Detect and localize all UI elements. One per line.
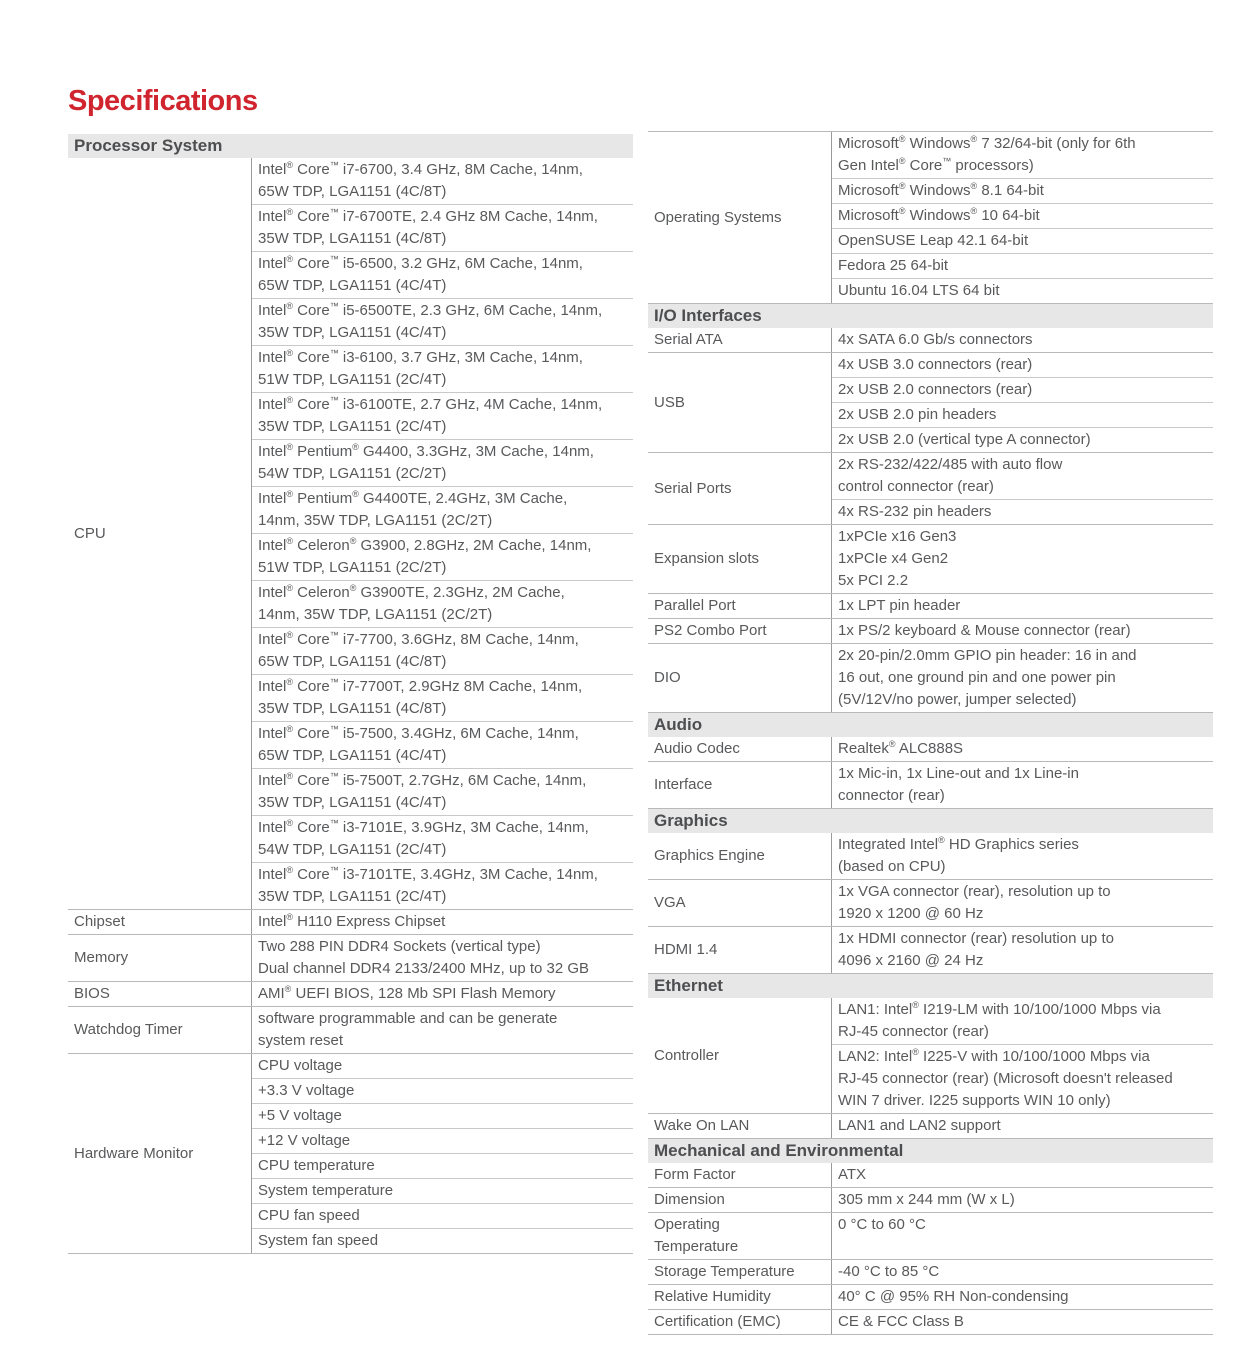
spec-section [648, 809, 1213, 974]
table-row [648, 833, 1213, 880]
row-value: Intel® Core™ i5-6500TE, 2.3 GHz, 6M Cache, 14nm, 35W TDP, LGA1151 (4C/4T) [252, 298, 633, 345]
row-value: CPU temperature [252, 1153, 633, 1178]
row-value: 1x HDMI connector (rear) resolution up to 4096 x 2160 @ 24 Hz [838, 930, 1114, 969]
row-label: Wake On LAN [654, 1117, 750, 1134]
spec-section [648, 713, 1213, 809]
table-row [648, 1163, 1213, 1188]
row-value: 1x VGA connector (rear), resolution up to 1920 x 1200 @ 60 Hz [838, 883, 1111, 922]
row-label: Dimension [654, 1191, 725, 1208]
row-value: AMI® UEFI BIOS, 128 Mb SPI Flash Memory [258, 984, 556, 1002]
row-value: Intel® Core™ i3-6100, 3.7 GHz, 3M Cache, 14nm, 51W TDP, LGA1151 (2C/4T) [252, 345, 633, 392]
table-row [648, 1260, 1213, 1285]
row-values [831, 762, 1213, 808]
table-row [68, 1054, 633, 1254]
section-header: Processor System [68, 134, 633, 158]
row-values [831, 737, 1213, 761]
row-values [831, 1188, 1213, 1212]
row-values [831, 1213, 1213, 1259]
row-value: Two 288 PIN DDR4 Sockets (vertical type) Dual channel DDR4 2133/2400 MHz, up to 32 GB [258, 938, 590, 977]
table-row [648, 1114, 1213, 1139]
row-values [831, 619, 1213, 643]
row-values [251, 910, 633, 934]
row-label: Expansion slots [654, 550, 760, 567]
row-value: OpenSUSE Leap 42.1 64-bit [832, 228, 1213, 253]
row-label: Hardware Monitor [74, 1144, 194, 1162]
spec-section [648, 974, 1213, 1139]
row-value: Intel® Core™ i5-7500T, 2.7GHz, 6M Cache, 14nm, 35W TDP, LGA1151 (4C/4T) [252, 768, 633, 815]
row-value: LAN1: Intel® I219-LM with 10/100/1000 Mbps via RJ-45 connector (rear) [838, 1000, 1161, 1040]
row-value: 2x USB 2.0 pin headers [832, 402, 1213, 427]
row-value: Intel® Core™ i7-6700TE, 2.4 GHz 8M Cache, 14nm, 35W TDP, LGA1151 (4C/8T) [252, 204, 633, 251]
row-label: Controller [654, 1046, 720, 1064]
row-value: 1x Mic-in, 1x Line-out and 1x Line-in connector (rear) [838, 765, 1079, 804]
row-value: Intel® Core™ i3-7101TE, 3.4GHz, 3M Cache, 14nm, 35W TDP, LGA1151 (2C/4T) [252, 862, 633, 909]
spec-section [648, 1139, 1213, 1335]
row-values [831, 594, 1213, 618]
table-row [648, 880, 1213, 927]
row-label: BIOS [74, 985, 110, 1002]
row-label: Serial ATA [654, 331, 723, 348]
row-value: ATX [838, 1166, 867, 1183]
row-value: CPU voltage [258, 1057, 343, 1074]
right-column [648, 131, 1213, 1335]
row-label: Storage Temperature [654, 1263, 795, 1280]
row-label: Audio Codec [654, 740, 740, 757]
table-row [648, 453, 1213, 525]
row-label: PS2 Combo Port [654, 622, 767, 639]
row-label: Chipset [74, 913, 125, 930]
table-row [648, 1310, 1213, 1335]
row-value: LAN1 and LAN2 support [838, 1117, 1001, 1134]
table-row [648, 525, 1213, 594]
table-row [648, 1285, 1213, 1310]
row-value: 4x RS-232 pin headers [832, 499, 1213, 524]
row-values [251, 982, 633, 1006]
section-header: Graphics [648, 809, 1213, 833]
row-value: Intel® Pentium® G4400TE, 2.4GHz, 3M Cache, 14nm, 35W TDP, LGA1151 (2C/2T) [252, 486, 633, 533]
page-title: Specifications [68, 85, 258, 117]
row-values [831, 1260, 1213, 1284]
row-label: Graphics Engine [654, 847, 765, 864]
row-label: Interface [654, 776, 713, 793]
table-row [68, 910, 633, 935]
table-row [68, 1007, 633, 1054]
section-header: Audio [648, 713, 1213, 737]
row-values [831, 525, 1213, 593]
row-value: Microsoft® Windows® 7 32/64-bit (only for 6th Gen Intel® Core™ processors) [838, 134, 1136, 174]
row-value: 1x LPT pin header [838, 597, 961, 614]
row-values [251, 1007, 633, 1053]
table-row [648, 762, 1213, 809]
row-value: Intel® Core™ i5-6500, 3.2 GHz, 6M Cache, 14nm, 65W TDP, LGA1151 (4C/4T) [252, 251, 633, 298]
row-value: -40 °C to 85 °C [838, 1263, 940, 1280]
row-value: 2x USB 2.0 connectors (rear) [832, 377, 1213, 402]
row-label: Relative Humidity [654, 1288, 771, 1305]
row-value: CPU fan speed [252, 1203, 633, 1228]
row-label: Certification (EMC) [654, 1313, 781, 1330]
row-label: Parallel Port [654, 597, 736, 614]
row-values [831, 1285, 1213, 1309]
row-value: Intel® Core™ i7-7700T, 2.9GHz 8M Cache, 14nm, 35W TDP, LGA1151 (4C/8T) [252, 674, 633, 721]
table-row [648, 131, 1213, 304]
table-row [648, 1213, 1213, 1260]
row-label: HDMI 1.4 [654, 941, 718, 958]
row-label: Watchdog Timer [74, 1021, 183, 1038]
row-values [251, 935, 633, 981]
table-row [648, 737, 1213, 762]
table-row [648, 998, 1213, 1114]
spec-section [648, 131, 1213, 304]
row-value: 2x USB 2.0 (vertical type A connector) [832, 427, 1213, 452]
row-label: DIO [654, 669, 681, 686]
row-value: CE & FCC Class B [838, 1313, 964, 1330]
table-row [648, 353, 1213, 453]
row-values [831, 644, 1213, 712]
row-values [831, 453, 1213, 524]
row-values [251, 158, 633, 909]
row-value: Microsoft® Windows® 10 64-bit [832, 203, 1213, 228]
row-value: LAN2: Intel® I225-V with 10/100/1000 Mbps via RJ-45 connector (rear) (Microsoft doesn't released WIN 7 driver. I225 supports WIN 10 only) [832, 1044, 1213, 1113]
table-row [648, 1188, 1213, 1213]
table-row [648, 594, 1213, 619]
row-value: 4x SATA 6.0 Gb/s connectors [838, 331, 1033, 348]
row-value: 1xPCIe x16 Gen3 1xPCIe x4 Gen2 5x PCI 2.2 [838, 528, 957, 589]
row-label: Memory [74, 949, 129, 966]
row-value: 40° C @ 95% RH Non-condensing [838, 1288, 1069, 1305]
table-row [68, 935, 633, 982]
row-value: 2x 20-pin/2.0mm GPIO pin header: 16 in and 16 out, one ground pin and one power pin (5V/12V/no power, jumper selected) [838, 647, 1137, 708]
row-values [831, 1114, 1213, 1138]
row-value: Intel® Core™ i5-7500, 3.4GHz, 6M Cache, 14nm, 65W TDP, LGA1151 (4C/4T) [252, 721, 633, 768]
table-row [68, 158, 633, 910]
table-row [68, 982, 633, 1007]
row-value: Intel® Core™ i3-7101E, 3.9GHz, 3M Cache, 14nm, 54W TDP, LGA1151 (2C/4T) [252, 815, 633, 862]
left-column [68, 134, 633, 1254]
row-value: Microsoft® Windows® 8.1 64-bit [832, 178, 1213, 203]
table-row [648, 328, 1213, 353]
row-label: CPU [74, 524, 106, 542]
row-value: Intel® Core™ i7-7700, 3.6GHz, 8M Cache, 14nm, 65W TDP, LGA1151 (4C/8T) [252, 627, 633, 674]
section-header: I/O Interfaces [648, 304, 1213, 328]
row-value: Fedora 25 64-bit [832, 253, 1213, 278]
row-value: +3.3 V voltage [252, 1078, 633, 1103]
table-row [648, 644, 1213, 713]
section-header: Ethernet [648, 974, 1213, 998]
row-values [831, 328, 1213, 352]
spec-section [68, 134, 633, 1254]
row-value: software programmable and can be generate system reset [258, 1010, 558, 1049]
row-value: System fan speed [252, 1228, 633, 1253]
row-value: Intel® Core™ i3-6100TE, 2.7 GHz, 4M Cache, 14nm, 35W TDP, LGA1151 (2C/4T) [252, 392, 633, 439]
row-values [831, 353, 1213, 452]
row-label: USB [654, 393, 685, 411]
row-values [831, 833, 1213, 879]
row-value: Realtek® ALC888S [838, 739, 964, 757]
row-value: Intel® Celeron® G3900, 2.8GHz, 2M Cache, 14nm, 51W TDP, LGA1151 (2C/2T) [252, 533, 633, 580]
row-values [831, 927, 1213, 973]
spec-section [648, 304, 1213, 713]
row-values [251, 1054, 633, 1253]
row-values [831, 132, 1213, 303]
row-values [831, 880, 1213, 926]
row-value: 0 °C to 60 °C [838, 1216, 926, 1233]
row-value: +5 V voltage [252, 1103, 633, 1128]
table-row [648, 619, 1213, 644]
row-label: VGA [654, 894, 686, 911]
row-label: Operating Temperature [654, 1216, 739, 1255]
section-header: Mechanical and Environmental [648, 1139, 1213, 1163]
row-label: Serial Ports [654, 479, 732, 497]
row-value: 2x RS-232/422/485 with auto flow control connector (rear) [838, 456, 1063, 495]
row-value: Intel® Pentium® G4400, 3.3GHz, 3M Cache, 14nm, 54W TDP, LGA1151 (2C/2T) [252, 439, 633, 486]
table-row [648, 927, 1213, 974]
row-value: 305 mm x 244 mm (W x L) [838, 1191, 1015, 1208]
row-value: Intel® Core™ i7-6700, 3.4 GHz, 8M Cache, 14nm, 65W TDP, LGA1151 (4C/8T) [258, 160, 583, 200]
row-value: Ubuntu 16.04 LTS 64 bit [832, 278, 1213, 303]
row-value: Intel® Celeron® G3900TE, 2.3GHz, 2M Cache, 14nm, 35W TDP, LGA1151 (2C/2T) [252, 580, 633, 627]
row-value: 4x USB 3.0 connectors (rear) [838, 356, 1033, 373]
row-value: Intel® H110 Express Chipset [258, 912, 446, 930]
row-label: Operating Systems [654, 208, 782, 226]
row-label: Form Factor [654, 1166, 736, 1183]
row-value: 1x PS/2 keyboard & Mouse connector (rear) [838, 622, 1131, 639]
row-value: Integrated Intel® HD Graphics series (based on CPU) [838, 835, 1079, 875]
row-values [831, 998, 1213, 1113]
row-values [831, 1310, 1213, 1334]
row-value: +12 V voltage [252, 1128, 633, 1153]
row-value: System temperature [252, 1178, 633, 1203]
row-values [831, 1163, 1213, 1187]
